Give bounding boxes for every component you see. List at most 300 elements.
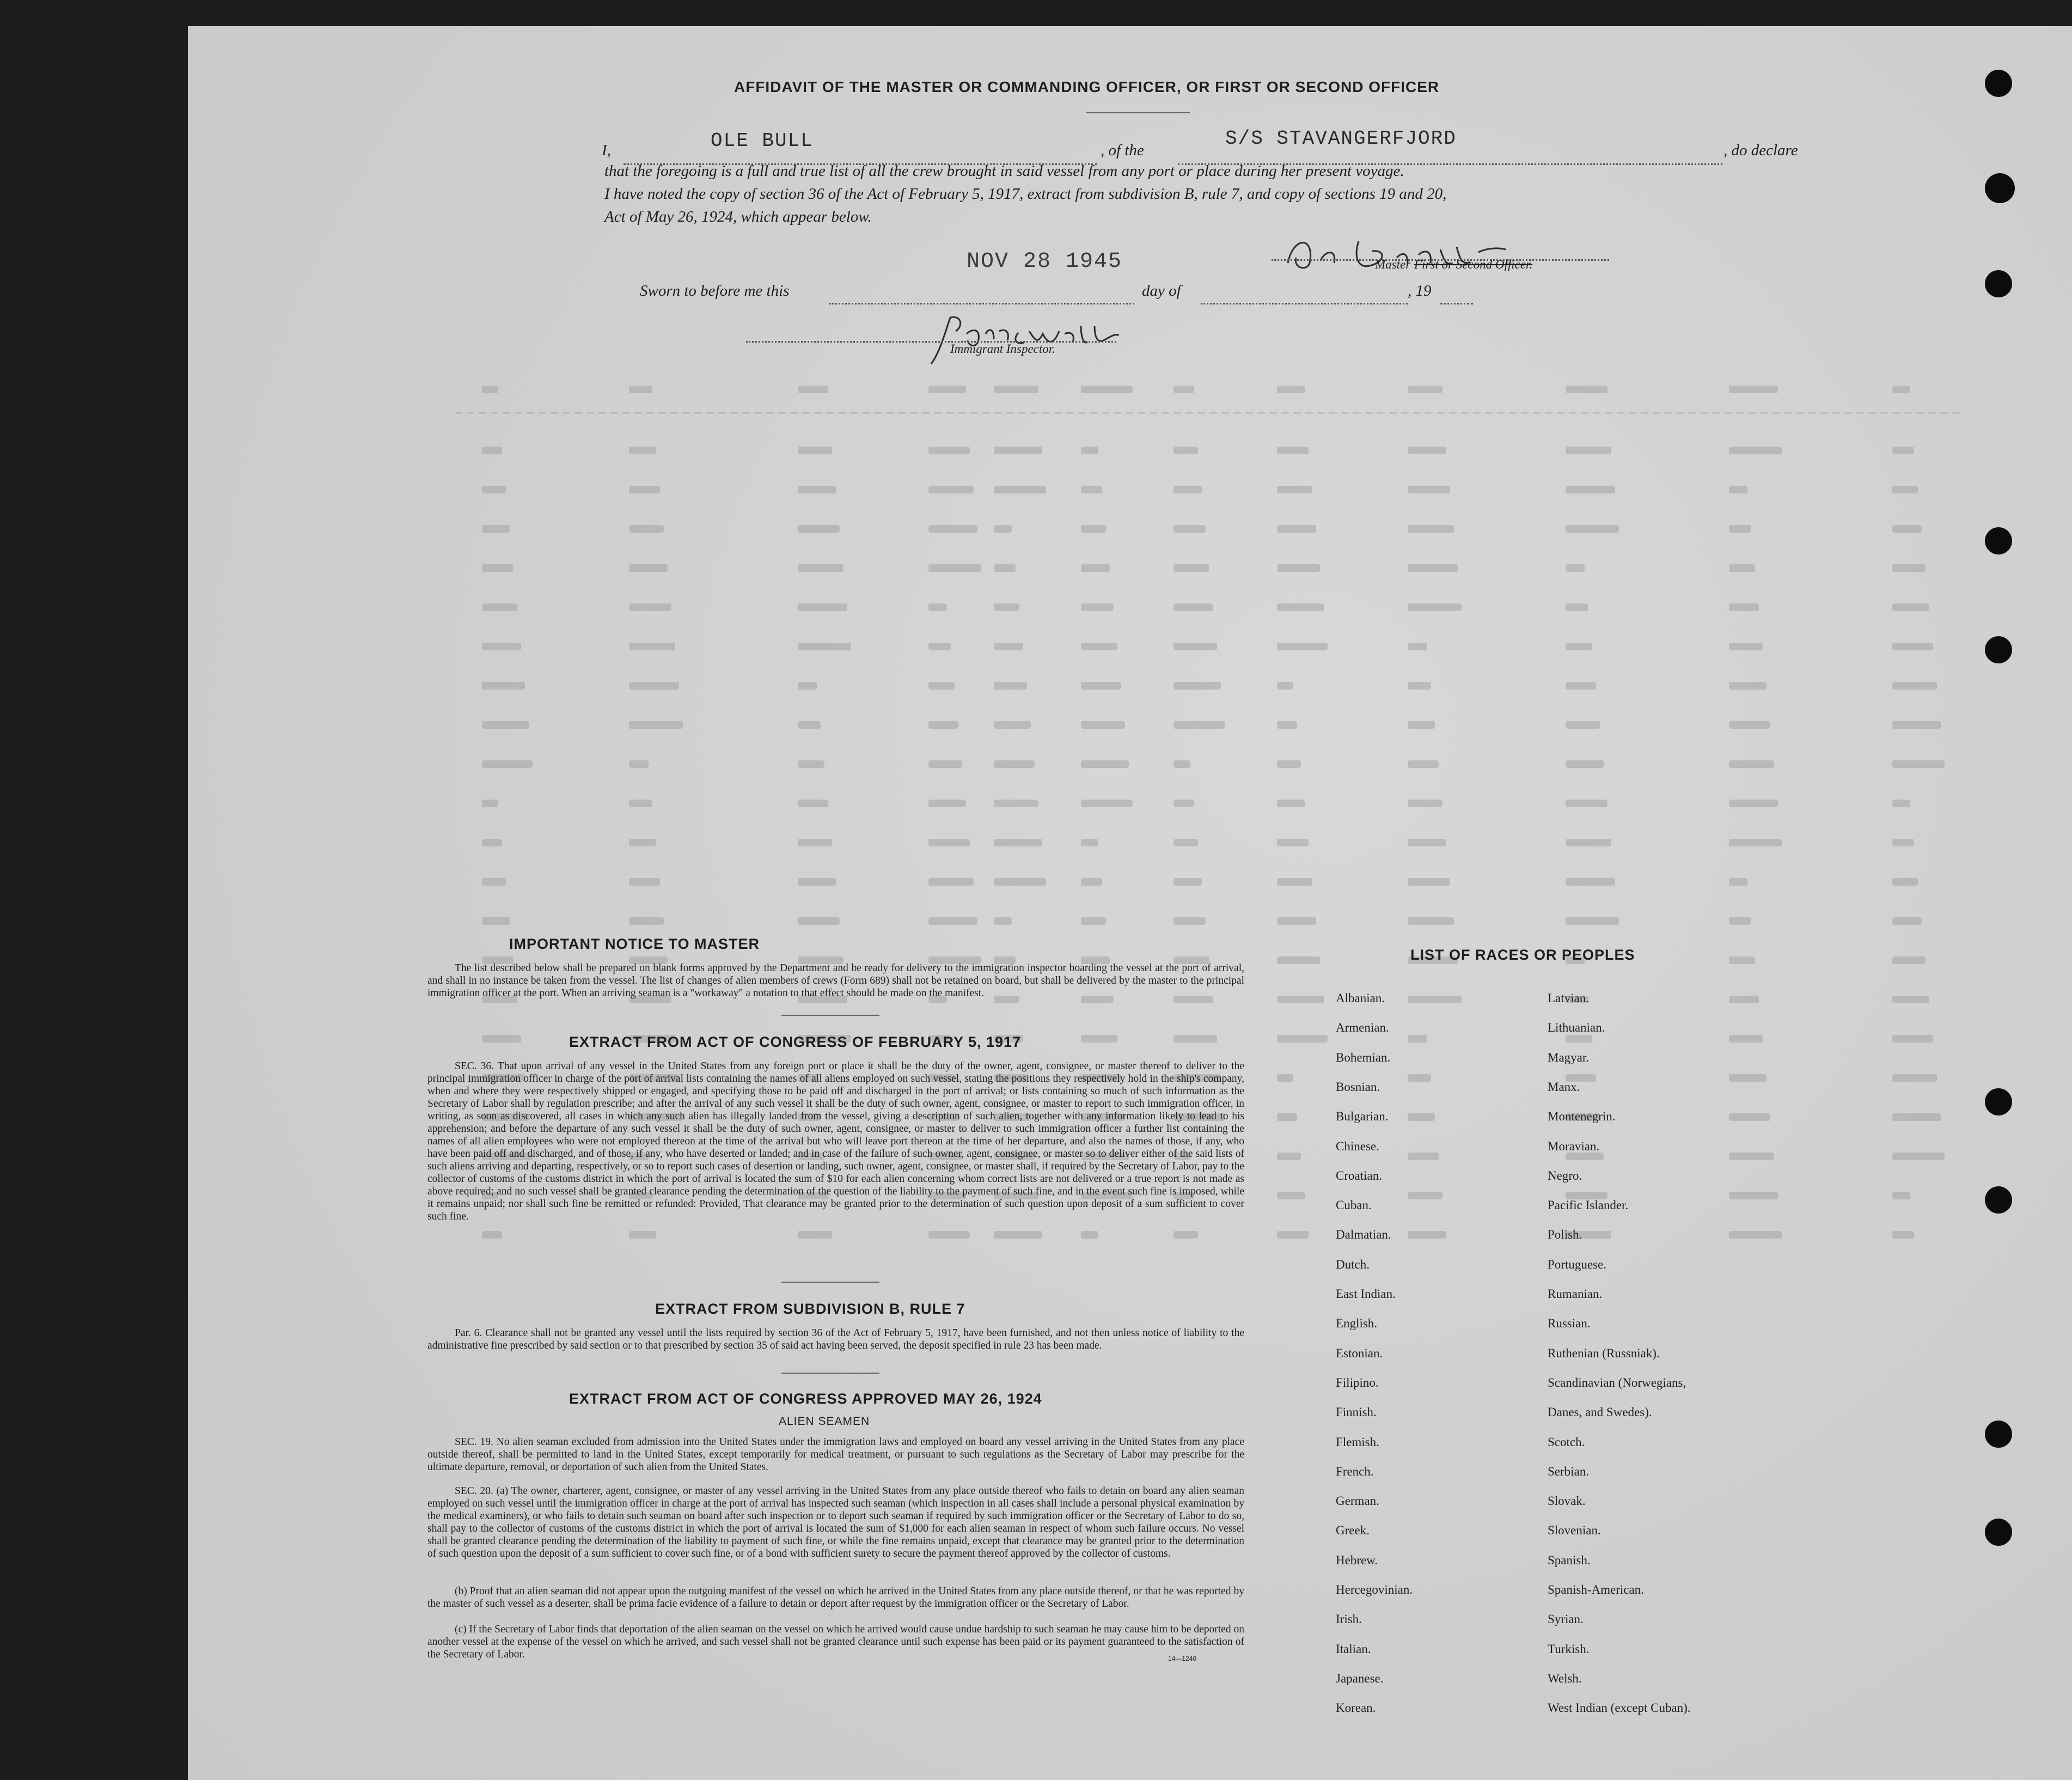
bleed-through-mark (482, 721, 529, 729)
master-name-field (624, 142, 1097, 165)
race-item: Irish. (1336, 1612, 1362, 1626)
race-item: English. (1336, 1316, 1378, 1331)
bleed-through-mark (1173, 643, 1217, 650)
race-item: Finnish. (1336, 1405, 1377, 1419)
sworn-month-field (1201, 282, 1408, 304)
bleed-through-mark (629, 564, 668, 572)
bleed-through-mark (1729, 839, 1782, 846)
bleed-through-mark (1892, 839, 1914, 846)
race-item: Italian. (1336, 1642, 1371, 1656)
subdivision-rule (781, 1373, 879, 1374)
do-declare-label: , do declare (1723, 142, 1798, 159)
binder-hole (1985, 1186, 2012, 1214)
bleed-through-mark (798, 839, 832, 846)
bleed-through-mark (629, 760, 649, 768)
bleed-through-mark (994, 643, 1023, 650)
document-sheet (188, 26, 2072, 1780)
bleed-through-mark (1277, 1035, 1328, 1043)
form-number: 14—1240 (1168, 1655, 1197, 1662)
bleed-through-mark (1277, 682, 1293, 690)
bleed-through-mark (1892, 800, 1910, 807)
race-item: Filipino. (1336, 1375, 1379, 1389)
race-item: Russian. (1548, 1316, 1591, 1331)
race-item: Latvian. (1548, 991, 1589, 1005)
bleed-through-mark (482, 447, 502, 454)
race-item: Pacific Islander. (1548, 1198, 1629, 1212)
bleed-through-mark (994, 721, 1031, 729)
bleed-through-mark (1408, 878, 1450, 886)
bleed-through-mark (1729, 760, 1774, 768)
bleed-through-mark (1892, 996, 1929, 1003)
bleed-through-mark (1173, 386, 1194, 393)
bleed-through-mark (1729, 917, 1751, 925)
bleed-through-mark (1408, 447, 1446, 454)
bleed-through-mark (1277, 525, 1316, 533)
bleed-through-mark (1081, 839, 1098, 846)
inspector-caption: Immigrant Inspector. (950, 342, 1055, 356)
bleed-through-mark (1729, 800, 1778, 807)
bleed-through-mark (629, 643, 675, 650)
bleed-through-mark (994, 682, 1027, 690)
bleed-through-mark (629, 1231, 656, 1239)
bleed-through-mark (994, 760, 1035, 768)
bleed-through-mark (482, 682, 525, 690)
bleed-through-mark (1892, 447, 1914, 454)
bleed-through-mark (1729, 486, 1747, 493)
bleed-through-mark (629, 878, 660, 886)
bleed-through-mark (1408, 1035, 1427, 1043)
bleed-through-mark (1729, 1153, 1774, 1160)
i-label: I, (602, 142, 611, 159)
bleed-through-mark (1892, 760, 1945, 768)
race-item: Ruthenian (Russniak). (1548, 1346, 1660, 1360)
bleed-through-mark (928, 760, 962, 768)
bleed-through-mark (1277, 386, 1305, 393)
bleed-through-mark (1408, 643, 1427, 650)
bleed-through-mark (798, 447, 832, 454)
bleed-through-mark (1892, 917, 1922, 925)
bleed-through-mark (798, 386, 828, 393)
bleed-through-mark (1081, 800, 1133, 807)
race-item: Lithuanian. (1548, 1021, 1605, 1035)
bleed-through-mark (1277, 643, 1328, 650)
bleed-through-mark (1081, 525, 1106, 533)
bleed-through-mark (1408, 525, 1454, 533)
race-item: Korean. (1336, 1701, 1376, 1715)
subdivision-title: EXTRACT FROM SUBDIVISION B, RULE 7 (655, 1301, 965, 1317)
race-item: Dutch. (1336, 1257, 1370, 1271)
bleed-through-mark (629, 386, 652, 393)
bleed-through-mark (1729, 956, 1755, 964)
race-item: Hebrew. (1336, 1553, 1378, 1567)
bleed-through-mark (928, 525, 977, 533)
bleed-through-mark (1566, 839, 1611, 846)
race-item: Japanese. (1336, 1671, 1384, 1685)
bleed-through-mark (1566, 486, 1615, 493)
bleed-through-mark (1081, 604, 1114, 611)
extract-1924-sec20c: (c) If the Secretary of Labor finds that deportation of the alien seaman on the vessel on which he arrived would cause undue hardship to such seaman he may cause him to be deported on another vessel at the expense of the vessel on which he arrived, and such vessel shall not be granted clearance until such expense has been paid or its payment guaranteed to the satisfaction of the Secretary of Labor. (427, 1624, 1244, 1660)
sworn-label: Sworn to before me this (640, 282, 790, 300)
bleed-through-mark (994, 486, 1046, 493)
bleed-through-mark (482, 1231, 502, 1239)
bleed-through-mark (928, 643, 951, 650)
bleed-through-mark (798, 1231, 832, 1239)
bleed-through-mark (1892, 1113, 1941, 1121)
bleed-through-mark (1277, 956, 1320, 964)
bleed-through-mark (1566, 721, 1600, 729)
bleed-through-mark (928, 1231, 970, 1239)
bleed-through-mark (1729, 525, 1751, 533)
bleed-through-mark (629, 839, 656, 846)
race-item: Albanian. (1336, 991, 1385, 1005)
master-caption: Master (1375, 258, 1411, 271)
bleed-through-mark (629, 800, 652, 807)
bleed-through-mark (994, 839, 1042, 846)
race-item: East Indian. (1336, 1287, 1396, 1301)
races-title: LIST OF RACES OR PEOPLES (1410, 947, 1635, 963)
bleed-through-mark (928, 878, 974, 886)
extract-1924-title: EXTRACT FROM ACT OF CONGRESS APPROVED MAY 26, 1924 (569, 1391, 1042, 1407)
race-item: French. (1336, 1464, 1374, 1478)
bleed-through-mark (1173, 486, 1202, 493)
bleed-through-mark (1277, 1074, 1293, 1082)
extract-1924-sec20b: (b) Proof that an alien seaman did not appear upon the outgoing manifest of the vessel on which he arrived in the United States from any place outside thereof, or that he was reported by the master of such vessel as a deserter, shall be prima facie evidence of a failure to detain or deport after request by the immigration officer or the Secretary of Labor. (427, 1586, 1244, 1610)
race-item: Manx. (1548, 1080, 1580, 1094)
bleed-through-mark (1277, 800, 1305, 807)
bleed-through-mark (1729, 604, 1759, 611)
bleed-through-mark (1729, 721, 1770, 729)
race-item: Bosnian. (1336, 1080, 1380, 1094)
bleed-through-mark (1729, 996, 1759, 1003)
bleed-through-mark (482, 917, 510, 925)
bleed-through-mark (1173, 721, 1225, 729)
extract-1917-text: SEC. 36. That upon arrival of any vessel in the United States from any foreign port or place it shall be the duty of the owner, agent, consignee, or master thereof to deliver to the principal immigration officer in charge of the port of arrival lists containing the names of all aliens employed on such vessel, stating the positions they respectively hold in the ship's company, when and where they were respectively shipped or engaged, and specifying those to be paid off and discharged in the port of arrival; or lists containing so much of such information as the Secretary of Labor shall by regulation prescribe; and after the arrival of any such vessel it shall be the duty of such owner, agent, consignee, or master to report to such immigration officer, in writing, as soon as discovered, all cases in which any such alien has illegally landed from the vessel, giving a description of such alien, together with any information likely to lead to his apprehension; and before the departure of any such vessel it shall be the duty of such owner, agent, consignee, or master to deliver to such immigration officer a further list containing the names of all alien employees who were not employed thereon at the time of the arrival but who will leave port thereon at the time of her departure, and also the names of those, if any, who have been paid off and discharged, and of those, if any, who have deserted or landed; and in case of the failure of such owner, agent, consignee, or master so to deliver either of the said lists of such aliens arriving and departing, respectively, or so to report such cases of desertion or landing, such owner, agent, consignee, or master shall, if required by the Secretary of Labor, pay to the collector of customs of the customs district in which the port of arrival is located the sum of $10 for each alien concerning whom correct lists are not delivered or a true report is not made as above required; and no such vessel shall be granted clearance pending the determination of the question of the liability to the payment of such fine, and in the event such fine is imposed, while it remains unpaid; nor shall such fine be remitted or refunded: Provided, That clearance may be granted prior to the determination of such question upon deposit of a sum sufficient to cover such fine. (427, 1060, 1244, 1222)
bleed-through-mark (1173, 1231, 1198, 1239)
race-item: Negro. (1548, 1168, 1582, 1182)
race-item: Danes, and Swedes). (1548, 1405, 1652, 1419)
affidavit-line-3: Act of May 26, 1924, which appear below. (604, 208, 872, 225)
bleed-through-mark (1892, 643, 1933, 650)
bleed-through-mark (1277, 1153, 1301, 1160)
bleed-through-mark (1081, 721, 1125, 729)
race-item: Spanish-American. (1548, 1583, 1644, 1596)
bleed-through-mark (1277, 604, 1324, 611)
bleed-through-mark (1173, 878, 1202, 886)
notice-title: IMPORTANT NOTICE TO MASTER (509, 936, 760, 952)
bleed-through-mark (994, 447, 1042, 454)
bleed-through-mark (928, 486, 974, 493)
bleed-through-mark (482, 564, 514, 572)
bleed-through-mark (1081, 682, 1121, 690)
bleed-through-mark (1081, 447, 1098, 454)
bleed-through-mark (1408, 486, 1450, 493)
bleed-through-mark (1408, 800, 1443, 807)
bleed-through-mark (1408, 839, 1446, 846)
officer-caption-struck: First or Second Officer. (1414, 258, 1533, 271)
bleed-through-mark (1173, 564, 1209, 572)
bleed-through-mark (1081, 1035, 1117, 1043)
race-item: Bulgarian. (1336, 1110, 1389, 1124)
bleed-through-mark (1892, 386, 1910, 393)
bleed-through-mark (1729, 682, 1767, 690)
bleed-through-mark (1892, 1035, 1933, 1043)
bleed-through-mark (1408, 760, 1439, 768)
bleed-through-mark (1729, 1074, 1767, 1082)
race-item: Moravian. (1548, 1139, 1600, 1153)
sworn-date-stamp: NOV 28 1945 (967, 249, 1123, 274)
bleed-through-mark (928, 721, 958, 729)
race-item: Polish. (1548, 1228, 1582, 1242)
master-name: OLE BULL (711, 130, 814, 152)
bleed-through-mark (928, 604, 947, 611)
race-item: Montenegrin. (1548, 1110, 1616, 1124)
bleed-through-mark (1173, 839, 1198, 846)
race-item: Rumanian. (1548, 1287, 1603, 1301)
race-item: Scandinavian (Norwegians, (1548, 1375, 1686, 1389)
race-item: Serbian. (1548, 1464, 1590, 1478)
bleed-through-mark (1729, 1113, 1770, 1121)
bleed-through-mark (798, 525, 840, 533)
binder-hole (1985, 1519, 2012, 1546)
bleed-through-mark (1277, 996, 1324, 1003)
sworn-year-field (1440, 282, 1473, 304)
bleed-through-mark (1892, 878, 1918, 886)
bleed-through-mark (994, 604, 1019, 611)
bleed-through-mark (1277, 486, 1312, 493)
inspector-signature-line (746, 336, 1116, 343)
bleed-through-mark (1408, 682, 1431, 690)
race-item: Dalmatian. (1336, 1228, 1391, 1242)
race-item: Slovak. (1548, 1494, 1586, 1508)
bleed-through-mark (1277, 839, 1309, 846)
bleed-through-mark (1081, 878, 1102, 886)
bleed-through-mark (928, 839, 970, 846)
race-item: Greek. (1336, 1523, 1370, 1538)
bleed-through-mark (1173, 525, 1206, 533)
bleed-through-mark (629, 486, 660, 493)
bleed-through-mark (1081, 1231, 1098, 1239)
bleed-through-mark (798, 800, 828, 807)
bleed-through-mark (1081, 386, 1133, 393)
race-item: Magyar. (1548, 1050, 1590, 1064)
bleed-through-mark (1081, 643, 1117, 650)
bleed-through-mark (994, 878, 1046, 886)
extract-1917-rule (781, 1282, 879, 1283)
bleed-through-mark (1892, 956, 1926, 964)
bleed-through-mark (482, 486, 506, 493)
affidavit-title: AFFIDAVIT OF THE MASTER OR COMMANDING OFFICER, OR FIRST OR SECOND OFFICER (734, 78, 1440, 95)
bleed-through-mark (798, 917, 840, 925)
affidavit-line-2: I have noted the copy of section 36 of the Act of February 5, 1917, extract from subdivision B, rule 7, and copy of sections 19 and 20, (604, 185, 1447, 203)
extract-1924-sec19: SEC. 19. No alien seaman excluded from admission into the United States under the immigration laws and employed on board any vessel arriving in the United States from any place outside thereof, shall be permitted to land in the United States, except temporarily for medical treatment, or pursuant to such regulations as the Secretary of Labor may prescribe for the ultimate departure, removal, or deportation of such alien from the United States. (427, 1436, 1244, 1473)
bleed-through-mark (1408, 721, 1435, 729)
bleed-through-mark (1566, 1153, 1604, 1160)
bleed-through-mark (1566, 800, 1608, 807)
day-of-label: day of (1142, 282, 1181, 300)
bleed-through-mark (1729, 564, 1755, 572)
race-item: Armenian. (1336, 1021, 1389, 1035)
bleed-through-mark (1892, 486, 1918, 493)
race-item: German. (1336, 1494, 1379, 1508)
bleed-through-mark (1173, 760, 1190, 768)
bleed-through-mark (1566, 643, 1592, 650)
bleed-through-mark (1892, 1074, 1937, 1082)
bleed-through-mark (798, 564, 844, 572)
bleed-through-mark (1277, 878, 1312, 886)
bleed-through-mark (1081, 760, 1129, 768)
bleed-through-mark (928, 917, 977, 925)
bleed-through-mark (994, 564, 1016, 572)
bleed-through-mark (1408, 917, 1454, 925)
race-item: Portuguese. (1548, 1257, 1606, 1271)
bleed-through-mark (1408, 1231, 1446, 1239)
bleed-through-mark (1566, 917, 1619, 925)
race-item: Slovenian. (1548, 1523, 1601, 1538)
bleed-through-mark (1566, 564, 1585, 572)
race-item: Chinese. (1336, 1139, 1379, 1153)
bleed-through-mark (1408, 1153, 1439, 1160)
race-item: Cuban. (1336, 1198, 1372, 1212)
bleed-through-mark (1566, 386, 1608, 393)
race-item: Estonian. (1336, 1346, 1383, 1360)
bleed-through-mark (1408, 1074, 1431, 1082)
bleed-through-mark (1729, 643, 1763, 650)
bleed-through-mark (629, 604, 671, 611)
bleed-through-mark (1081, 486, 1102, 493)
extract-1924-sec20a: SEC. 20. (a) The owner, charterer, agent, consignee, or master of any vessel arriving in the United States from any place outside thereof who fails to detain on board any alien seaman employed on such vessel until the immigration officer in charge at the port of arrival has inspected such seaman (which inspection in all cases shall include a personal physical examination by the medical examiners), or who fails to detain such seaman on board after such inspection or to deport such seaman if required by such immigration officer or the Secretary of Labor to do so, shall pay to the collector of customs of the customs district in which the port of arrival is located the sum of $1,000 for each alien seaman in respect of whom such failure occurs. No vessel shall be granted clearance pending the determination of the liability to payment of such fine, or while the fine remains unpaid, except that clearance may be granted prior to the determination of such question upon the deposit of a sum sufficient to cover such fine, or of a bond with sufficient surety to secure the payment thereof approved by the collector of customs. (427, 1485, 1244, 1559)
bleed-through-mark (1277, 1192, 1305, 1199)
bleed-through-mark (1173, 447, 1198, 454)
affidavit-line-1: that the foregoing is a full and true list of all the crew brought in said vessel from any port or place during her present voyage. (604, 162, 1404, 180)
bleed-through-mark (1729, 1231, 1782, 1239)
bleed-through-mark (994, 917, 1012, 925)
race-item: Scotch. (1548, 1435, 1585, 1449)
bleed-through-mark (1408, 604, 1462, 611)
race-item: Welsh. (1548, 1671, 1582, 1685)
bleed-through-mark (1566, 682, 1596, 690)
vessel-name: S/S STAVANGERFJORD (1225, 127, 1457, 150)
bleed-through-mark (798, 878, 836, 886)
binder-hole (1985, 173, 2015, 203)
bleed-through-mark (1892, 1231, 1914, 1239)
bleed-through-mark (1277, 447, 1309, 454)
bleed-through-mark (1408, 564, 1458, 572)
bleed-through-mark (482, 525, 510, 533)
bleed-through-mark (1892, 525, 1922, 533)
bleed-through-mark (1277, 1231, 1309, 1239)
bleed-through-mark (798, 682, 817, 690)
bleed-through-mark (1566, 604, 1588, 611)
bleed-through-mark (1277, 760, 1301, 768)
bleed-through-mark (994, 525, 1012, 533)
bleed-through-mark (1173, 1035, 1217, 1043)
bleed-through-mark (798, 486, 836, 493)
race-item: Turkish. (1548, 1642, 1590, 1656)
of-the-label: , of the (1101, 142, 1144, 159)
bleed-through-mark (1566, 1035, 1592, 1043)
binder-hole (1985, 636, 2012, 663)
bleed-through-mark (482, 386, 498, 393)
bleed-through-mark (1729, 1192, 1778, 1199)
bleed-through-mark (928, 386, 966, 393)
bleed-through-mark (798, 643, 851, 650)
bleed-through-mark (482, 839, 502, 846)
bleed-through-mark (482, 604, 517, 611)
bleed-through-mark (482, 878, 506, 886)
bleed-through-mark (629, 917, 664, 925)
race-item: Flemish. (1336, 1435, 1379, 1449)
bleed-through-mark (1277, 721, 1297, 729)
bleed-through-mark (1277, 917, 1316, 925)
race-item: West Indian (except Cuban). (1548, 1701, 1691, 1715)
bleed-through-mark (1566, 760, 1604, 768)
bleed-through-mark (928, 447, 970, 454)
bleed-through-mark (1729, 878, 1747, 886)
subdivision-text: Par. 6. Clearance shall not be granted any vessel until the lists required by section 36 of the Act of February 5, 1917, have been furnished, and not then unless notice of liability to the administrative fine prescribed by said section or to that prescribed by section 35 of said act having been served, the deposit specified in rule 23 has been made. (427, 1327, 1244, 1351)
bleed-through-mark (629, 525, 664, 533)
bleed-through-mark (1081, 564, 1110, 572)
bleed-through-mark (1408, 1113, 1435, 1121)
bleed-through-mark (1566, 878, 1615, 886)
bleed-through-mark (482, 643, 521, 650)
bleed-through-mark (629, 682, 679, 690)
notice-rule (781, 1015, 879, 1016)
bleed-through-mark (1408, 996, 1462, 1003)
bleed-through-mark (1173, 917, 1206, 925)
binder-hole (1985, 1421, 2012, 1448)
bleed-through-mark (482, 1035, 521, 1043)
bleed-through-mark (1408, 1192, 1443, 1199)
bleed-through-mark (928, 564, 981, 572)
bleed-through-mark (1729, 1035, 1763, 1043)
bleed-through-mark (1729, 386, 1778, 393)
race-item: Syrian. (1548, 1612, 1584, 1626)
bleed-through-mark (994, 1231, 1042, 1239)
bleed-through-mark (1081, 917, 1106, 925)
bleed-through-mark (1277, 564, 1320, 572)
bleed-through-mark (928, 800, 966, 807)
bleed-through-mark (1892, 721, 1941, 729)
bleed-through-mark (1892, 604, 1929, 611)
extract-1917-title: EXTRACT FROM ACT OF CONGRESS OF FEBRUARY 5, 1917 (569, 1034, 1022, 1050)
binder-hole (1985, 70, 2012, 97)
bleed-through-mark (1892, 564, 1926, 572)
bleed-through-mark (1408, 386, 1443, 393)
extract-1924-subtitle: ALIEN SEAMEN (779, 1415, 870, 1428)
bleed-through-mark (1173, 800, 1194, 807)
bleed-through-mark (629, 447, 656, 454)
bleed-through-mark (798, 760, 824, 768)
bleed-through-mark (1892, 1192, 1910, 1199)
bleed-through-mark (928, 682, 955, 690)
race-item: Bohemian. (1336, 1050, 1391, 1064)
race-item: Spanish. (1548, 1553, 1591, 1567)
bleed-through-mark (798, 721, 821, 729)
bleed-through-mark (482, 760, 533, 768)
binder-hole (1985, 1088, 2012, 1115)
bleed-through-mark (1173, 604, 1213, 611)
bleed-through-mark (1173, 682, 1221, 690)
title-rule (1086, 112, 1190, 113)
bleed-through-mark (798, 604, 847, 611)
race-item: Hercegovinian. (1336, 1583, 1413, 1596)
bleed-through-mark (1892, 682, 1937, 690)
race-item: Croatian. (1336, 1168, 1382, 1182)
bleed-through-mark (482, 800, 498, 807)
bleed-through-mark (1729, 447, 1782, 454)
bleed-through-mark (629, 721, 683, 729)
bleed-through-mark (1566, 447, 1611, 454)
